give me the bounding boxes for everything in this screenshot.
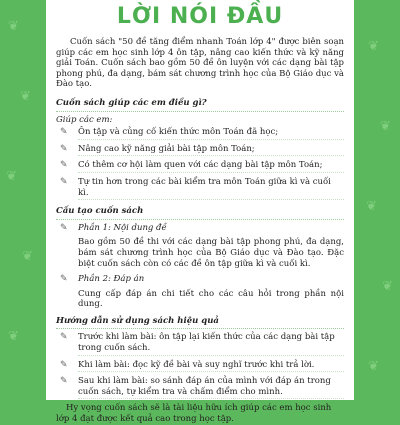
pen-icon: ✎ bbox=[60, 176, 68, 187]
list-item: ✎ Tự tin hơn trong các bài kiểm tra môn Toán giữa kì và cuối kì. bbox=[56, 177, 344, 200]
list-item: ✎ Trước khi làm bài: ôn tập lại kiến thức của các dạng bài tập trong cuốn sách. bbox=[56, 332, 344, 355]
section-heading-usage: Hướng dẫn sử dụng sách hiệu quả bbox=[56, 316, 344, 330]
intro-paragraph: Cuốn sách "50 đề tăng điểm nhanh Toán lớp 4" được biên soạn giúp các em học sinh lớp 4 ôn tập, nâng cao kiến thức và kỹ năng giải Toán. Cuốn sách bao gồm 50 đề ôn luyện với các dạng bài tập phong phú, đa dạng, bám sát chương trình học của Bộ Giáo dục và Đào tạo. bbox=[56, 37, 344, 90]
pen-icon: ✎ bbox=[60, 359, 68, 370]
part-item bbox=[56, 274, 344, 285]
pen-icon: ✎ bbox=[60, 332, 68, 343]
leaf-icon: ❦ bbox=[8, 19, 19, 34]
part2-body: Cung cấp đáp án chi tiết cho các câu hỏi trong phần nội dung. bbox=[78, 288, 344, 310]
section-heading-benefits: Cuốn sách giúp các em điều gì? bbox=[56, 98, 344, 112]
leaf-icon: ❦ bbox=[20, 89, 31, 104]
closing-paragraph: Hy vọng cuốn sách sẽ là tài liệu hữu ích giúp các em học sinh lớp 4 đạt được kết quả cao trong học tập. bbox=[56, 403, 332, 425]
document-page bbox=[46, 0, 354, 425]
list-item: ✎ Khi làm bài: đọc kỹ đề bài và suy nghĩ trước khi trả lời. bbox=[56, 360, 344, 373]
list-item: ✎ Sau khi làm bài: so sánh đáp án của mình với đáp án trong cuốn sách, tự kiểm tra và chấm điểm cho mình. bbox=[56, 376, 344, 399]
pen-icon: ✎ bbox=[60, 274, 68, 285]
part1-title: Phần 1: Nội dung đề bbox=[78, 222, 167, 233]
part1-body: Bao gồm 50 đề thi với các dạng bài tập phong phú, đa dạng, bám sát chương trình học của Bộ Giáo dục và Đào tạo. Đặc biệt cuốn sách còn có các đề ôn tập giữa kì và cuối kì. bbox=[78, 237, 344, 269]
leaf-icon: ❦ bbox=[6, 169, 17, 184]
leaf-icon: ❦ bbox=[8, 329, 19, 344]
pen-icon: ✎ bbox=[60, 376, 68, 387]
leaf-icon: ❦ bbox=[380, 119, 391, 134]
pen-icon: ✎ bbox=[60, 160, 68, 171]
part2-title: Phần 2: Đáp án bbox=[78, 274, 145, 285]
leaf-icon: ❦ bbox=[368, 359, 379, 374]
page-title: LỜI NÓI ĐẦU bbox=[116, 4, 284, 29]
list-item: ✎ Có thêm cơ hội làm quen với các dạng bài tập môn Toán; bbox=[56, 160, 344, 173]
list-item: ✎ Ôn tập và củng cố kiến thức môn Toán đã học; bbox=[56, 127, 344, 140]
page-content bbox=[46, 37, 354, 425]
list-item: ✎ Nâng cao kỹ năng giải bài tập môn Toán; bbox=[56, 144, 344, 157]
leaf-icon: ❦ bbox=[366, 199, 377, 214]
pen-icon: ✎ bbox=[60, 143, 68, 154]
part-item bbox=[56, 223, 344, 234]
leaf-icon: ❦ bbox=[368, 39, 379, 54]
benefits-lead: Giúp các em: bbox=[56, 114, 113, 125]
pen-icon: ✎ bbox=[60, 222, 68, 233]
section-heading-structure: Cấu tạo cuốn sách bbox=[56, 206, 344, 220]
pen-icon: ✎ bbox=[60, 127, 68, 138]
leaf-icon: ❦ bbox=[22, 249, 33, 264]
leaf-icon: ❦ bbox=[382, 279, 393, 294]
